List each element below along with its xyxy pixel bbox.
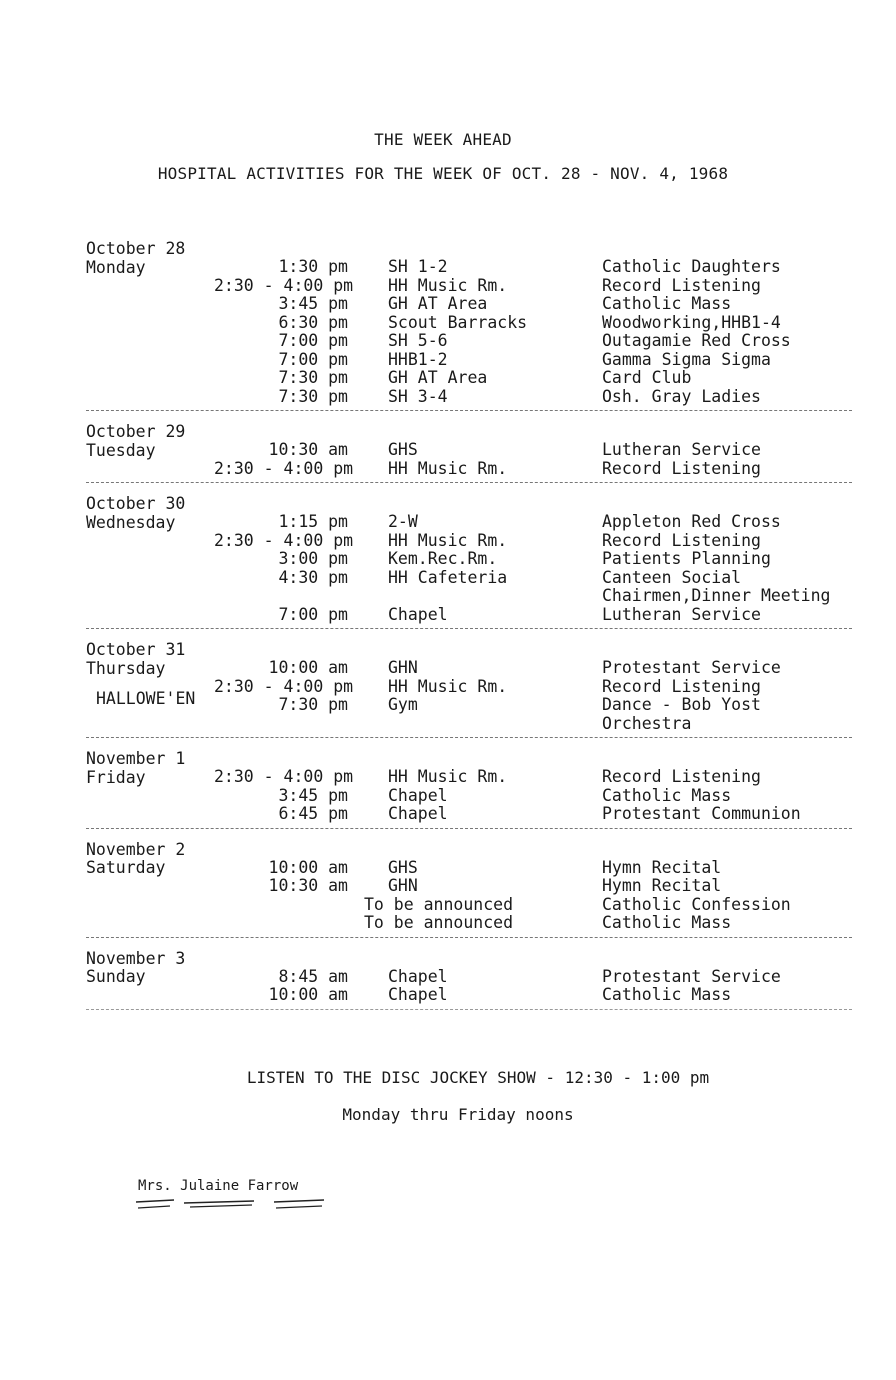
event-place: GHN — [388, 658, 418, 677]
event-activity: Outagamie Red Cross — [602, 331, 791, 350]
event-time: 7:30 pm — [278, 386, 348, 406]
event-place: GHS — [388, 857, 418, 877]
event-activity: Osh. Gray Ladies — [602, 386, 761, 406]
event-time: 3:00 pm — [278, 549, 348, 568]
day-header — [86, 841, 214, 933]
day-header — [86, 950, 214, 1005]
event-row — [214, 550, 852, 569]
day-header — [86, 641, 214, 733]
event-row — [214, 460, 852, 479]
event-activity: Woodworking,HHB1-4 — [602, 312, 781, 332]
day-weekday: Sunday — [86, 967, 146, 986]
event-place: GH AT Area — [388, 294, 488, 313]
event-activity: Catholic Daughters — [602, 257, 781, 276]
event-place: GHS — [388, 440, 418, 459]
event-time — [214, 896, 386, 915]
event-place: HH Music Rm. — [388, 530, 508, 550]
day-block — [86, 240, 852, 411]
event-place: HH Music Rm. — [388, 676, 508, 696]
event-row — [214, 569, 852, 606]
event-row — [214, 277, 852, 296]
event-time: 10:00 am — [268, 985, 348, 1004]
event-list — [214, 950, 852, 1005]
event-list — [214, 750, 852, 824]
event-place: 2-W — [388, 512, 418, 531]
event-row — [214, 859, 852, 878]
day-date: November 2 — [86, 839, 186, 859]
event-row — [214, 441, 852, 460]
event-time: 6:30 pm — [278, 312, 348, 332]
event-time: 7:30 pm — [278, 695, 348, 714]
event-time: 2:30 - 4:00 pm — [214, 767, 354, 786]
event-row — [214, 314, 852, 333]
day-block — [86, 950, 852, 1010]
event-row — [214, 295, 852, 314]
event-row — [214, 986, 852, 1005]
event-time: 4:30 pm — [278, 567, 348, 587]
event-place: SH 5-6 — [388, 331, 448, 350]
event-activity: Catholic Mass — [602, 785, 732, 805]
event-time: 6:45 pm — [278, 804, 348, 823]
disc-jockey-notice: LISTEN TO THE DISC JOCKEY SHOW - 12:30 - 1:00 pm — [246, 1068, 710, 1087]
event-activity: Lutheran Service — [602, 604, 761, 624]
event-place: Chapel — [388, 604, 448, 624]
event-row — [214, 768, 852, 787]
event-row — [214, 968, 852, 987]
event-time: 7:00 pm — [278, 331, 348, 350]
event-time: 8:45 am — [278, 966, 348, 986]
event-list — [214, 240, 852, 406]
event-activity: Catholic Mass — [602, 913, 732, 932]
day-weekday: Friday — [86, 767, 146, 787]
signature-underline — [134, 1196, 334, 1212]
event-row — [214, 896, 852, 915]
event-activity: Catholic Confession — [602, 894, 791, 914]
event-time: 3:45 pm — [278, 294, 348, 313]
event-activity: Card Club — [602, 368, 692, 387]
day-block — [86, 423, 852, 483]
event-time: 10:00 am — [268, 857, 348, 877]
day-weekday: Thursday — [86, 658, 166, 678]
event-time: 3:45 pm — [278, 785, 348, 805]
event-place: HH Music Rm. — [388, 458, 508, 478]
event-activity: Dance - Bob Yost Orchestra — [602, 695, 761, 733]
event-place: To be announced — [364, 894, 514, 914]
event-activity: Protestant Service — [602, 966, 781, 986]
event-activity: Hymn Recital — [602, 876, 722, 895]
event-activity: Gamma Sigma Sigma — [602, 349, 771, 369]
event-row — [214, 513, 852, 532]
event-time: 2:30 - 4:00 pm — [214, 275, 354, 295]
event-place: HH Cafeteria — [388, 567, 508, 587]
day-weekday: Monday — [86, 257, 146, 277]
event-activity: Record Listening — [602, 530, 761, 550]
day-block — [86, 750, 852, 829]
event-row — [214, 805, 852, 824]
event-place: Kem.Rec.Rm. — [388, 549, 498, 568]
day-date: October 30 — [86, 494, 186, 513]
event-activity: Record Listening — [602, 676, 761, 696]
event-row — [214, 606, 852, 625]
event-place: Chapel — [388, 804, 448, 823]
event-place: Chapel — [388, 966, 448, 986]
document-subtitle: HOSPITAL ACTIVITIES FOR THE WEEK OF OCT. 28 - NOV. 4, 1968 — [157, 164, 729, 183]
signature-name: Mrs. Julaine Farrow — [138, 1178, 299, 1194]
event-row — [214, 351, 852, 370]
event-activity: Canteen Social Chairmen,Dinner Meeting — [602, 567, 831, 605]
event-activity: Lutheran Service — [602, 440, 761, 459]
event-time: 10:30 am — [268, 876, 348, 895]
event-time: 2:30 - 4:00 pm — [214, 458, 354, 478]
day-block — [86, 641, 852, 738]
day-date: November 1 — [86, 749, 186, 768]
day-date: October 28 — [86, 239, 186, 258]
event-list — [214, 423, 852, 478]
event-place: SH 1-2 — [388, 257, 448, 276]
event-place: Chapel — [388, 785, 448, 805]
event-activity: Record Listening — [602, 767, 761, 786]
event-row — [214, 877, 852, 896]
disc-jockey-days: Monday thru Friday noons — [342, 1105, 574, 1124]
day-header — [86, 750, 214, 824]
event-activity: Protestant Service — [602, 658, 781, 677]
day-header — [86, 423, 214, 478]
event-time: 1:30 pm — [278, 257, 348, 276]
event-time: 10:00 am — [268, 658, 348, 677]
event-row — [214, 532, 852, 551]
day-note: HALLOWE'EN — [96, 689, 196, 708]
event-time: 2:30 - 4:00 pm — [214, 676, 354, 696]
day-date: November 3 — [86, 948, 186, 968]
event-place: Scout Barracks — [388, 312, 528, 332]
event-row — [214, 787, 852, 806]
day-header — [86, 240, 214, 406]
event-place: Gym — [388, 695, 418, 714]
event-place: SH 3-4 — [388, 386, 448, 406]
event-row — [214, 696, 852, 733]
event-list — [214, 641, 852, 733]
weekly-schedule — [86, 240, 852, 1022]
day-header — [86, 495, 214, 624]
event-time: 10:30 am — [268, 440, 348, 459]
event-place: HH Music Rm. — [388, 767, 508, 786]
event-list — [214, 495, 852, 624]
event-activity: Appleton Red Cross — [602, 512, 781, 531]
event-time: 2:30 - 4:00 pm — [214, 530, 354, 550]
event-row — [214, 388, 852, 407]
event-row — [214, 914, 852, 933]
event-time: 7:00 pm — [278, 604, 348, 624]
day-date: October 31 — [86, 640, 186, 659]
event-activity: Record Listening — [602, 275, 761, 295]
event-place: To be announced — [364, 913, 514, 932]
day-block — [86, 495, 852, 629]
event-activity: Catholic Mass — [602, 985, 732, 1004]
event-place: GHN — [388, 876, 418, 895]
event-activity: Protestant Communion — [602, 804, 801, 823]
event-place: Chapel — [388, 985, 448, 1004]
event-place: HHB1-2 — [388, 349, 448, 369]
event-activity: Hymn Recital — [602, 857, 722, 877]
event-row — [214, 659, 852, 678]
event-time: 7:00 pm — [278, 349, 348, 369]
event-list — [214, 841, 852, 933]
event-row — [214, 332, 852, 351]
event-time — [214, 914, 386, 933]
event-time: 7:30 pm — [278, 368, 348, 387]
day-weekday: Saturday — [86, 858, 166, 877]
event-time: 1:15 pm — [278, 512, 348, 531]
event-row — [214, 369, 852, 388]
event-place: HH Music Rm. — [388, 275, 508, 295]
event-row — [214, 258, 852, 277]
day-weekday: Wednesday — [86, 512, 176, 532]
event-place: GH AT Area — [388, 368, 488, 387]
event-row — [214, 678, 852, 697]
event-activity: Catholic Mass — [602, 294, 732, 313]
day-weekday: Tuesday — [86, 440, 156, 460]
day-date: October 29 — [86, 422, 186, 441]
event-activity: Patients Planning — [602, 549, 771, 568]
day-block — [86, 841, 852, 938]
event-activity: Record Listening — [602, 458, 761, 478]
document-title: THE WEEK AHEAD — [374, 130, 512, 149]
